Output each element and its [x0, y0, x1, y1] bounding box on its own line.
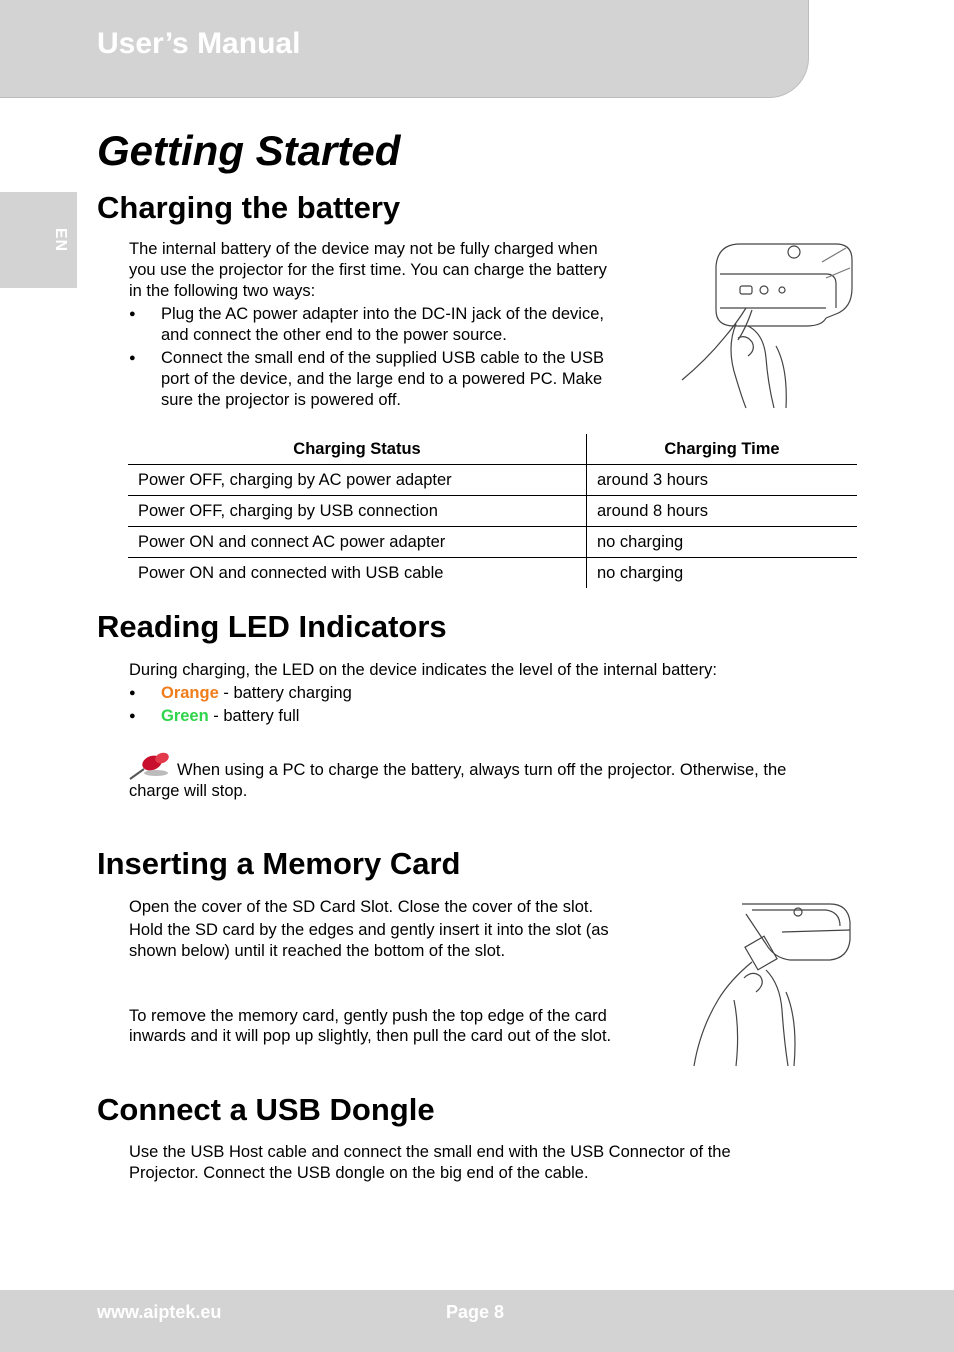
- memory-line-3b: inwards and it will pop up slightly, then pull the card out of the slot.: [129, 1027, 612, 1045]
- led-orange-text: - battery charging: [218, 684, 352, 702]
- table-row: [128, 496, 857, 527]
- bullet-text: Connect the small end of the supplied USB cable to the USB: [161, 349, 605, 367]
- manual-title: User’s Manual: [97, 27, 301, 60]
- charging-intro-line-1: The internal battery of the device may not be fully charged when: [129, 240, 598, 258]
- section-heading-led: Reading LED Indicators: [97, 609, 447, 644]
- section-heading-memory-card: Inserting a Memory Card: [97, 846, 461, 881]
- footer-page-number: Page 8: [446, 1302, 505, 1322]
- bullet-dot-icon: ●: [129, 308, 136, 320]
- charging-intro-line-3: in the following two ways:: [129, 282, 316, 300]
- usb-line-2: Projector. Connect the USB dongle on the big end of the cable.: [129, 1164, 589, 1182]
- table-cell-status: Power OFF, charging by AC power adapter: [128, 465, 587, 496]
- table-row: [128, 558, 857, 589]
- usb-line-1: Use the USB Host cable and connect the small end with the USB Connector of the: [129, 1143, 731, 1161]
- table-cell-status: Power ON and connect AC power adapter: [128, 527, 587, 558]
- table-cell-time: around 8 hours: [587, 496, 858, 527]
- table-cell-status: Power OFF, charging by USB connection: [128, 496, 587, 527]
- memory-line-3a: To remove the memory card, gently push the top edge of the card: [129, 1007, 607, 1025]
- bullet-text: port of the device, and the large end to a powered PC. Make: [161, 370, 603, 388]
- led-green-text: - battery full: [208, 707, 300, 725]
- pushpin-note-icon: [128, 749, 172, 781]
- led-intro: During charging, the LED on the device indicates the level of the internal battery:: [129, 661, 717, 679]
- table-header-row: [128, 434, 857, 465]
- bullet-dot-icon: ●: [129, 710, 136, 722]
- charging-time-table: [128, 434, 857, 588]
- note-line-1: When using a PC to charge the battery, always turn off the projector. Otherwise, the: [177, 761, 787, 779]
- column-header-status: Charging Status: [128, 434, 587, 465]
- table-row: [128, 465, 857, 496]
- memory-line-2b: shown below) until it reached the bottom of the slot.: [129, 942, 506, 960]
- footer-url: www.aiptek.eu: [97, 1302, 222, 1322]
- bullet-dot-icon: ●: [129, 687, 136, 699]
- section-heading-charging: Charging the battery: [97, 190, 401, 225]
- charging-intro-line-2: you use the projector for the first time. You can charge the battery: [129, 261, 607, 279]
- table-cell-status: Power ON and connected with USB cable: [128, 558, 587, 589]
- column-header-time: Charging Time: [587, 434, 858, 465]
- projector-charging-illustration: [676, 238, 856, 410]
- sd-card-insert-illustration: [690, 900, 854, 1068]
- bullet-text: and connect the other end to the power source.: [161, 326, 507, 344]
- memory-line-1: Open the cover of the SD Card Slot. Close the cover of the slot.: [129, 898, 594, 916]
- table-cell-time: no charging: [587, 527, 858, 558]
- led-orange-label: Orange: [161, 684, 219, 702]
- bullet-dot-icon: ●: [129, 352, 136, 364]
- note-line-2: charge will stop.: [129, 782, 248, 800]
- memory-line-2a: Hold the SD card by the edges and gently insert it into the slot (as: [129, 921, 609, 939]
- table-cell-time: around 3 hours: [587, 465, 858, 496]
- section-heading-usb-dongle: Connect a USB Dongle: [97, 1092, 435, 1127]
- table-row: [128, 527, 857, 558]
- language-tab-label: EN: [52, 227, 69, 253]
- bullet-text: sure the projector is powered off.: [161, 391, 401, 409]
- table-cell-time: no charging: [597, 563, 684, 582]
- led-green-label: Green: [161, 707, 209, 725]
- bullet-text: Plug the AC power adapter into the DC-IN jack of the device,: [161, 305, 604, 323]
- page-title: Getting Started: [97, 127, 401, 174]
